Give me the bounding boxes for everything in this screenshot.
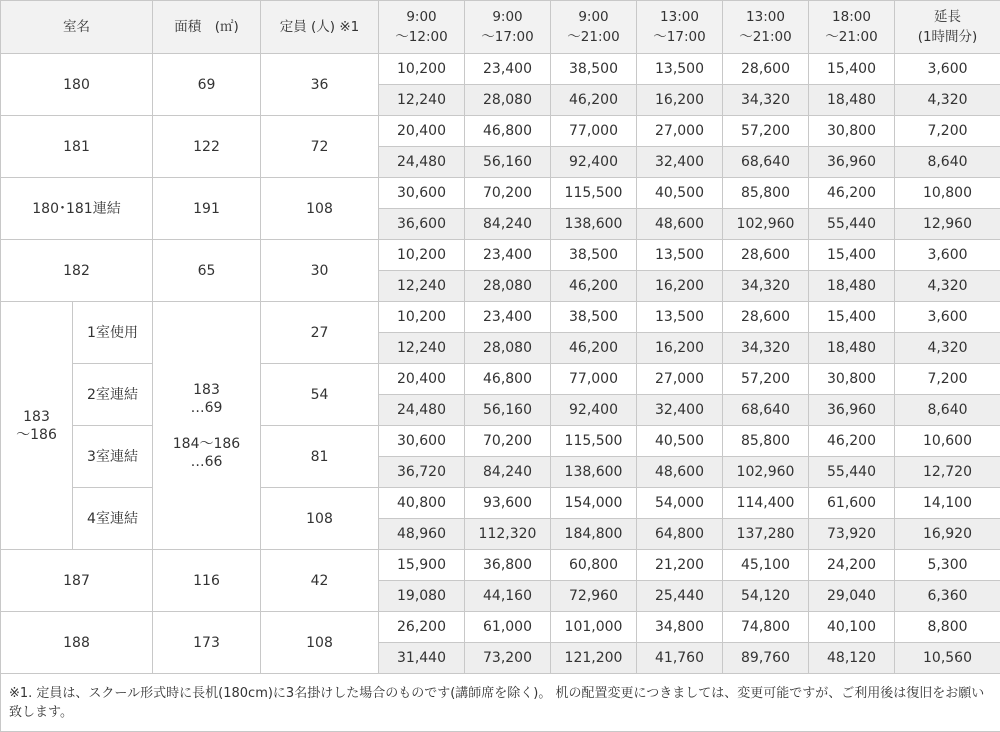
room-name: 180･181連結 bbox=[1, 178, 153, 240]
room-name: 187 bbox=[1, 550, 153, 612]
price-cell: 84,240 bbox=[465, 457, 551, 488]
price-cell: 7,200 bbox=[895, 364, 1000, 395]
price-cell: 25,440 bbox=[637, 581, 723, 612]
price-cell: 56,160 bbox=[465, 147, 551, 178]
price-cell: 40,500 bbox=[637, 178, 723, 209]
price-cell: 56,160 bbox=[465, 395, 551, 426]
price-cell: 40,100 bbox=[809, 612, 895, 643]
price-cell: 18,480 bbox=[809, 333, 895, 364]
price-cell: 112,320 bbox=[465, 519, 551, 550]
price-cell: 60,800 bbox=[551, 550, 637, 581]
price-cell: 55,440 bbox=[809, 457, 895, 488]
price-cell: 15,400 bbox=[809, 54, 895, 85]
price-cell: 12,720 bbox=[895, 457, 1000, 488]
price-cell: 14,100 bbox=[895, 488, 1000, 519]
room-area: 122 bbox=[153, 116, 261, 178]
price-cell: 36,960 bbox=[809, 147, 895, 178]
price-cell: 38,500 bbox=[551, 240, 637, 271]
room-combination: 1室使用 bbox=[73, 302, 153, 364]
price-cell: 28,080 bbox=[465, 85, 551, 116]
price-cell: 34,800 bbox=[637, 612, 723, 643]
price-cell: 36,960 bbox=[809, 395, 895, 426]
table-row bbox=[1, 364, 1000, 395]
room-capacity: 81 bbox=[261, 426, 379, 488]
price-cell: 57,200 bbox=[723, 364, 809, 395]
price-cell: 24,480 bbox=[379, 395, 465, 426]
price-cell: 138,600 bbox=[551, 457, 637, 488]
table-row bbox=[1, 612, 1000, 643]
price-cell: 61,600 bbox=[809, 488, 895, 519]
price-cell: 5,300 bbox=[895, 550, 1000, 581]
price-cell: 3,600 bbox=[895, 302, 1000, 333]
header-slot-1800-2100: 18:00 〜21:00 bbox=[809, 1, 895, 54]
price-cell: 12,240 bbox=[379, 333, 465, 364]
price-cell: 138,600 bbox=[551, 209, 637, 240]
price-cell: 61,000 bbox=[465, 612, 551, 643]
price-cell: 36,720 bbox=[379, 457, 465, 488]
price-cell: 31,440 bbox=[379, 643, 465, 674]
price-cell: 18,480 bbox=[809, 85, 895, 116]
price-cell: 24,480 bbox=[379, 147, 465, 178]
header-slot-0900-2100: 9:00 〜21:00 bbox=[551, 1, 637, 54]
price-cell: 16,920 bbox=[895, 519, 1000, 550]
price-cell: 28,080 bbox=[465, 333, 551, 364]
price-cell: 48,600 bbox=[637, 457, 723, 488]
header-slot-0900-1700: 9:00 〜17:00 bbox=[465, 1, 551, 54]
room-capacity: 108 bbox=[261, 178, 379, 240]
price-cell: 12,240 bbox=[379, 85, 465, 116]
price-cell: 4,320 bbox=[895, 271, 1000, 302]
price-cell: 13,500 bbox=[637, 54, 723, 85]
price-cell: 93,600 bbox=[465, 488, 551, 519]
price-cell: 20,400 bbox=[379, 364, 465, 395]
room-capacity: 54 bbox=[261, 364, 379, 426]
price-cell: 44,160 bbox=[465, 581, 551, 612]
room-capacity: 30 bbox=[261, 240, 379, 302]
table-row bbox=[1, 240, 1000, 271]
price-cell: 16,200 bbox=[637, 333, 723, 364]
header-slot-1300-2100: 13:00 〜21:00 bbox=[723, 1, 809, 54]
price-cell: 101,000 bbox=[551, 612, 637, 643]
price-cell: 73,200 bbox=[465, 643, 551, 674]
room-area: 116 bbox=[153, 550, 261, 612]
price-cell: 34,320 bbox=[723, 333, 809, 364]
price-cell: 115,500 bbox=[551, 178, 637, 209]
price-cell: 23,400 bbox=[465, 240, 551, 271]
price-cell: 57,200 bbox=[723, 116, 809, 147]
price-cell: 89,760 bbox=[723, 643, 809, 674]
price-cell: 21,200 bbox=[637, 550, 723, 581]
price-cell: 46,200 bbox=[551, 85, 637, 116]
header-extension: 延長 (1時間分) bbox=[895, 1, 1000, 54]
price-cell: 23,400 bbox=[465, 54, 551, 85]
price-cell: 15,400 bbox=[809, 240, 895, 271]
header-row bbox=[1, 1, 1000, 54]
price-cell: 28,600 bbox=[723, 54, 809, 85]
room-capacity: 72 bbox=[261, 116, 379, 178]
price-cell: 74,800 bbox=[723, 612, 809, 643]
room-name: 180 bbox=[1, 54, 153, 116]
price-cell: 19,080 bbox=[379, 581, 465, 612]
room-name: 188 bbox=[1, 612, 153, 674]
price-cell: 8,800 bbox=[895, 612, 1000, 643]
price-cell: 154,000 bbox=[551, 488, 637, 519]
price-cell: 45,100 bbox=[723, 550, 809, 581]
price-cell: 13,500 bbox=[637, 302, 723, 333]
room-area: 173 bbox=[153, 612, 261, 674]
price-cell: 102,960 bbox=[723, 209, 809, 240]
price-cell: 23,400 bbox=[465, 302, 551, 333]
room-capacity: 27 bbox=[261, 302, 379, 364]
price-cell: 8,640 bbox=[895, 395, 1000, 426]
footnote: ※1. 定員は、スクール形式時に長机(180cm)に3名掛けした場合のものです(講師席を除く)。 机の配置変更につきましては、変更可能ですが、ご利用後は復旧をお願い致します。 bbox=[1, 674, 1000, 732]
price-cell: 12,240 bbox=[379, 271, 465, 302]
table-row bbox=[1, 116, 1000, 147]
price-cell: 114,400 bbox=[723, 488, 809, 519]
price-cell: 16,200 bbox=[637, 271, 723, 302]
price-cell: 70,200 bbox=[465, 426, 551, 457]
price-cell: 3,600 bbox=[895, 54, 1000, 85]
price-cell: 4,320 bbox=[895, 333, 1000, 364]
price-cell: 18,480 bbox=[809, 271, 895, 302]
price-cell: 13,500 bbox=[637, 240, 723, 271]
price-cell: 10,600 bbox=[895, 426, 1000, 457]
price-cell: 46,800 bbox=[465, 364, 551, 395]
table-row bbox=[1, 178, 1000, 209]
price-cell: 68,640 bbox=[723, 147, 809, 178]
price-cell: 85,800 bbox=[723, 178, 809, 209]
room-area: 191 bbox=[153, 178, 261, 240]
price-cell: 55,440 bbox=[809, 209, 895, 240]
price-cell: 46,200 bbox=[809, 426, 895, 457]
room-capacity: 36 bbox=[261, 54, 379, 116]
room-capacity: 108 bbox=[261, 488, 379, 550]
price-cell: 72,960 bbox=[551, 581, 637, 612]
price-cell: 34,320 bbox=[723, 85, 809, 116]
room-combination: 2室連結 bbox=[73, 364, 153, 426]
price-cell: 28,600 bbox=[723, 240, 809, 271]
price-cell: 28,080 bbox=[465, 271, 551, 302]
price-cell: 70,200 bbox=[465, 178, 551, 209]
header-room: 室名 bbox=[1, 1, 153, 54]
price-cell: 28,600 bbox=[723, 302, 809, 333]
price-cell: 10,200 bbox=[379, 54, 465, 85]
room-name: 181 bbox=[1, 116, 153, 178]
footnote-row bbox=[1, 674, 1000, 732]
price-cell: 20,400 bbox=[379, 116, 465, 147]
price-cell: 41,760 bbox=[637, 643, 723, 674]
price-cell: 34,320 bbox=[723, 271, 809, 302]
header-capacity: 定員 (人) ※1 bbox=[261, 1, 379, 54]
table-row bbox=[1, 488, 1000, 519]
price-cell: 36,600 bbox=[379, 209, 465, 240]
price-cell: 3,600 bbox=[895, 240, 1000, 271]
price-cell: 32,400 bbox=[637, 147, 723, 178]
price-cell: 48,120 bbox=[809, 643, 895, 674]
price-cell: 30,800 bbox=[809, 364, 895, 395]
room-area: 183 …69 184〜186 …66 bbox=[153, 302, 261, 550]
price-cell: 29,040 bbox=[809, 581, 895, 612]
price-cell: 46,200 bbox=[551, 271, 637, 302]
price-cell: 30,600 bbox=[379, 178, 465, 209]
table-row bbox=[1, 550, 1000, 581]
price-cell: 4,320 bbox=[895, 85, 1000, 116]
price-cell: 48,600 bbox=[637, 209, 723, 240]
price-cell: 73,920 bbox=[809, 519, 895, 550]
price-cell: 121,200 bbox=[551, 643, 637, 674]
price-cell: 46,800 bbox=[465, 116, 551, 147]
price-cell: 27,000 bbox=[637, 116, 723, 147]
price-cell: 7,200 bbox=[895, 116, 1000, 147]
price-cell: 84,240 bbox=[465, 209, 551, 240]
price-cell: 68,640 bbox=[723, 395, 809, 426]
header-slot-0900-1200: 9:00 〜12:00 bbox=[379, 1, 465, 54]
price-cell: 26,200 bbox=[379, 612, 465, 643]
price-cell: 77,000 bbox=[551, 116, 637, 147]
price-cell: 12,960 bbox=[895, 209, 1000, 240]
room-capacity: 42 bbox=[261, 550, 379, 612]
price-cell: 102,960 bbox=[723, 457, 809, 488]
price-cell: 48,960 bbox=[379, 519, 465, 550]
price-cell: 115,500 bbox=[551, 426, 637, 457]
room-name: 182 bbox=[1, 240, 153, 302]
price-cell: 77,000 bbox=[551, 364, 637, 395]
price-cell: 16,200 bbox=[637, 85, 723, 116]
header-area: 面積 (㎡) bbox=[153, 1, 261, 54]
price-cell: 92,400 bbox=[551, 395, 637, 426]
price-cell: 38,500 bbox=[551, 54, 637, 85]
price-cell: 6,360 bbox=[895, 581, 1000, 612]
price-cell: 10,200 bbox=[379, 302, 465, 333]
table-row bbox=[1, 54, 1000, 85]
room-combination: 4室連結 bbox=[73, 488, 153, 550]
price-cell: 64,800 bbox=[637, 519, 723, 550]
price-cell: 10,560 bbox=[895, 643, 1000, 674]
price-cell: 8,640 bbox=[895, 147, 1000, 178]
price-cell: 40,500 bbox=[637, 426, 723, 457]
room-area: 69 bbox=[153, 54, 261, 116]
price-cell: 38,500 bbox=[551, 302, 637, 333]
price-cell: 36,800 bbox=[465, 550, 551, 581]
price-cell: 30,800 bbox=[809, 116, 895, 147]
price-cell: 184,800 bbox=[551, 519, 637, 550]
price-cell: 54,120 bbox=[723, 581, 809, 612]
header-slot-1300-1700: 13:00 〜17:00 bbox=[637, 1, 723, 54]
price-cell: 46,200 bbox=[809, 178, 895, 209]
table-row bbox=[1, 302, 1000, 333]
room-capacity: 108 bbox=[261, 612, 379, 674]
price-cell: 24,200 bbox=[809, 550, 895, 581]
room-name: 183 〜186 bbox=[1, 302, 73, 550]
price-cell: 30,600 bbox=[379, 426, 465, 457]
price-cell: 40,800 bbox=[379, 488, 465, 519]
price-cell: 137,280 bbox=[723, 519, 809, 550]
room-area: 65 bbox=[153, 240, 261, 302]
price-cell: 54,000 bbox=[637, 488, 723, 519]
price-cell: 10,200 bbox=[379, 240, 465, 271]
price-cell: 92,400 bbox=[551, 147, 637, 178]
table-row bbox=[1, 426, 1000, 457]
price-cell: 15,900 bbox=[379, 550, 465, 581]
room-combination: 3室連結 bbox=[73, 426, 153, 488]
price-cell: 46,200 bbox=[551, 333, 637, 364]
price-cell: 10,800 bbox=[895, 178, 1000, 209]
price-cell: 15,400 bbox=[809, 302, 895, 333]
price-cell: 32,400 bbox=[637, 395, 723, 426]
price-cell: 85,800 bbox=[723, 426, 809, 457]
price-cell: 27,000 bbox=[637, 364, 723, 395]
